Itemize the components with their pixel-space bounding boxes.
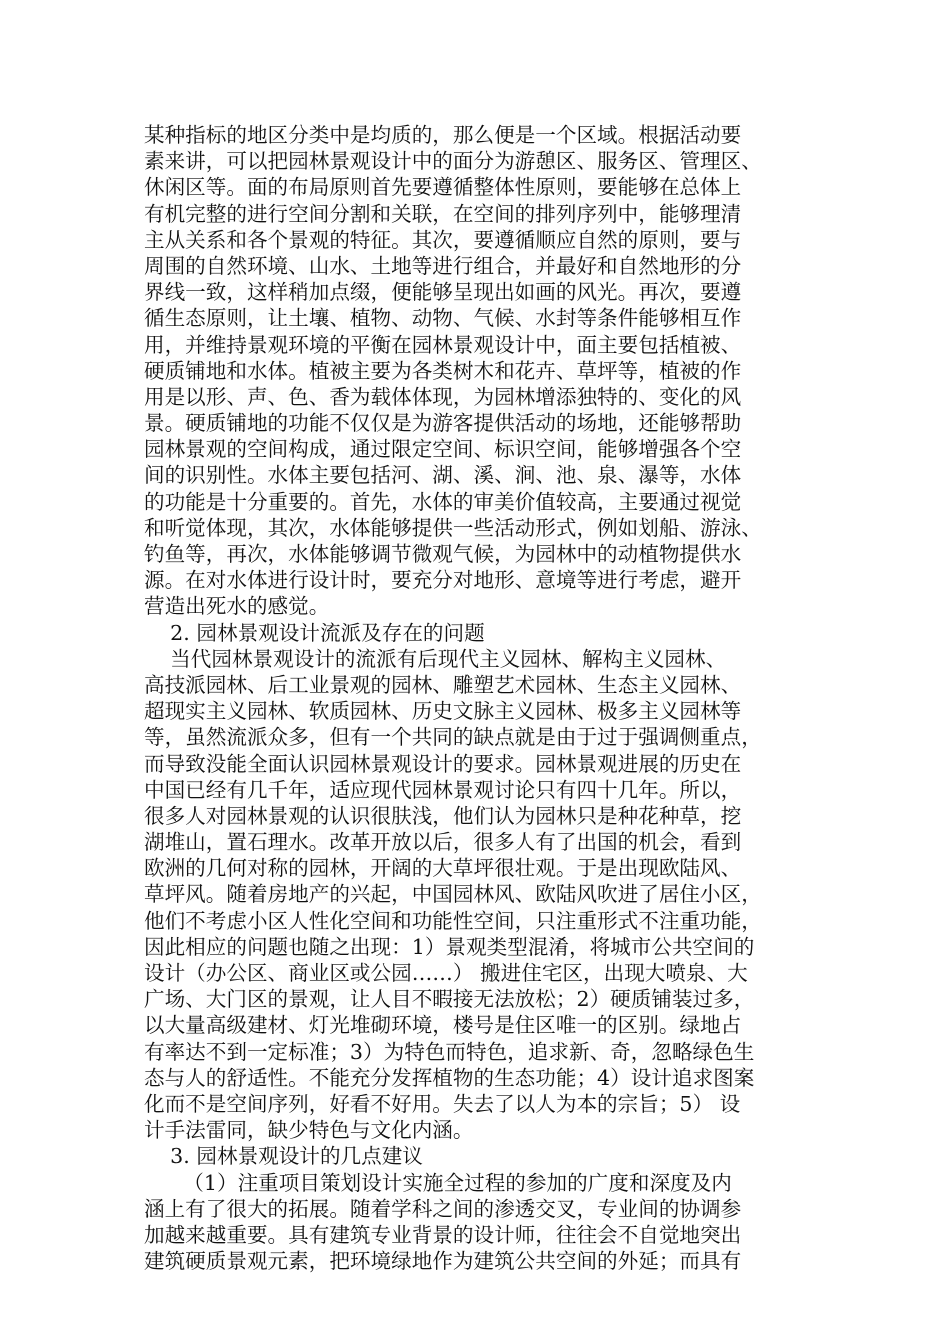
text-line: 的功能是十分重要的。首先，水体的审美价值较高，主要通过视觉	[144, 489, 742, 514]
text-line: 营造出死水的感觉。	[144, 594, 330, 619]
text-line: 间的识别性。水体主要包括河、湖、溪、涧、池、泉、瀑等，水体	[144, 463, 742, 488]
text-line: 等，虽然流派众多，但有一个共同的缺点就是由于过于强调侧重点，	[144, 725, 762, 750]
text-line: 循生态原则，让土壤、植物、动物、气候、水封等条件能够相互作	[144, 306, 742, 331]
text-line: 很多人对园林景观的认识很肤浅，他们认为园林只是种花种草，挖	[144, 803, 742, 828]
text-line: 化而不是空间序列，好看不好用。失去了以人为本的宗旨；5） 设	[144, 1091, 741, 1116]
text-line: 用，并维持景观环境的平衡在园林景观设计中，面主要包括植被、	[144, 332, 742, 357]
text-line: 高技派园林、后工业景观的园林、雕塑艺术园林、生态主义园林、	[144, 672, 742, 697]
text-line: 钓鱼等，再次，水体能够调节微观气候，为园林中的动植物提供水	[144, 542, 742, 566]
text-line: 因此相应的问题也随之出现：1）景观类型混淆，将城市公共空间的	[144, 934, 755, 959]
text-line: 某种指标的地区分类中是均质的，那么便是一个区域。根据活动要	[144, 123, 742, 147]
text-line: 计手法雷同，缺少特色与文化内涵。	[144, 1118, 474, 1143]
text-line: 休闲区等。面的布局原则首先要遵循整体性原则，要能够在总体上	[144, 175, 742, 200]
text-line: 他们不考虑小区人性化空间和功能性空间，只注重形式不注重功能，	[144, 908, 762, 933]
text-line: 硬质铺地和水体。植被主要为各类树木和花卉、草坪等，植被的作	[144, 358, 742, 383]
text-line: 界线一致，这样稍加点缀，便能够呈现出如画的风光。再次，要遵	[144, 280, 742, 305]
body-text	[144, 122, 808, 1274]
text-line: 以大量高级建材、灯光堆砌环境，楼号是住区唯一的区别。绿地占	[144, 1013, 742, 1038]
text-line: 涵上有了很大的拓展。随着学科之间的渗透交叉，专业间的协调参	[144, 1196, 742, 1221]
text-line: 园林景观的空间构成，通过限定空间、标识空间，能够增强各个空	[144, 437, 742, 462]
text-line: 建筑硬质景观元素，把环境绿地作为建筑公共空间的外延；而具有	[144, 1249, 742, 1274]
text-line: 欧洲的几何对称的园林，开阔的大草坪很壮观。于是出现欧陆风、	[144, 856, 742, 881]
text-line: 主从关系和各个景观的特征。其次，要遵循顺应自然的原则，要与	[144, 227, 742, 252]
text-line: 草坪风。随着房地产的兴起，中国园林风、欧陆风吹进了居住小区，	[144, 882, 762, 907]
text-line: 态与人的舒适性。不能充分发挥植物的生态功能；4）设计追求图案	[144, 1065, 755, 1090]
text-line: 和听觉体现，其次，水体能够提供一些活动形式，例如划船、游泳、	[144, 515, 762, 540]
text-line: 景。硬质铺地的功能不仅仅是为游客提供活动的场地，还能够帮助	[144, 411, 742, 436]
text-line: 而导致没能全面认识园林景观设计的要求。园林景观进展的历史在	[144, 751, 742, 776]
text-line: 湖堆山，置石理水。改革开放以后，很多人有了出国的机会，看到	[144, 830, 742, 855]
text-line: （1）注重项目策划设计实施全过程的参加的广度和深度及内	[144, 1170, 732, 1195]
text-line: 中国已经有几千年，适应现代园林景观讨论只有四十几年。所以，	[144, 777, 742, 802]
text-line: 有机完整的进行空间分割和关联，在空间的排列序列中，能够理清	[144, 201, 742, 226]
text-line: 设计（办公区、商业区或公园……） 搬进住宅区，出现大喷泉、大	[144, 961, 748, 985]
text-line: 加越来越重要。具有建筑专业背景的设计师，往往会不自觉地突出	[144, 1222, 742, 1247]
section-heading: 3. 园林景观设计的几点建议	[144, 1144, 423, 1169]
text-line: 用是以形、声、色、香为载体体现，为园林增添独特的、变化的风	[144, 384, 742, 409]
text-line: 素来讲，可以把园林景观设计中的面分为游憩区、服务区、管理区、	[144, 149, 762, 174]
text-line: 超现实主义园林、软质园林、历史文脉主义园林、极多主义园林等	[144, 699, 742, 724]
text-line: 源。在对水体进行设计时，要充分对地形、意境等进行考虑，避开	[144, 568, 742, 593]
section-heading: 2. 园林景观设计流派及存在的问题	[144, 620, 485, 645]
text-line: 有率达不到一定标准；3）为特色而特色，追求新、奇，忽略绿色生	[144, 1039, 755, 1064]
text-line: 当代园林景观设计的流派有后现代主义园林、解构主义园林、	[144, 646, 727, 671]
text-line: 广场、大门区的景观，让人目不暇接无法放松；2）硬质铺装过多，	[144, 987, 755, 1012]
text-line: 周围的自然环境、山水、土地等进行组合，并最好和自然地形的分	[144, 253, 742, 278]
